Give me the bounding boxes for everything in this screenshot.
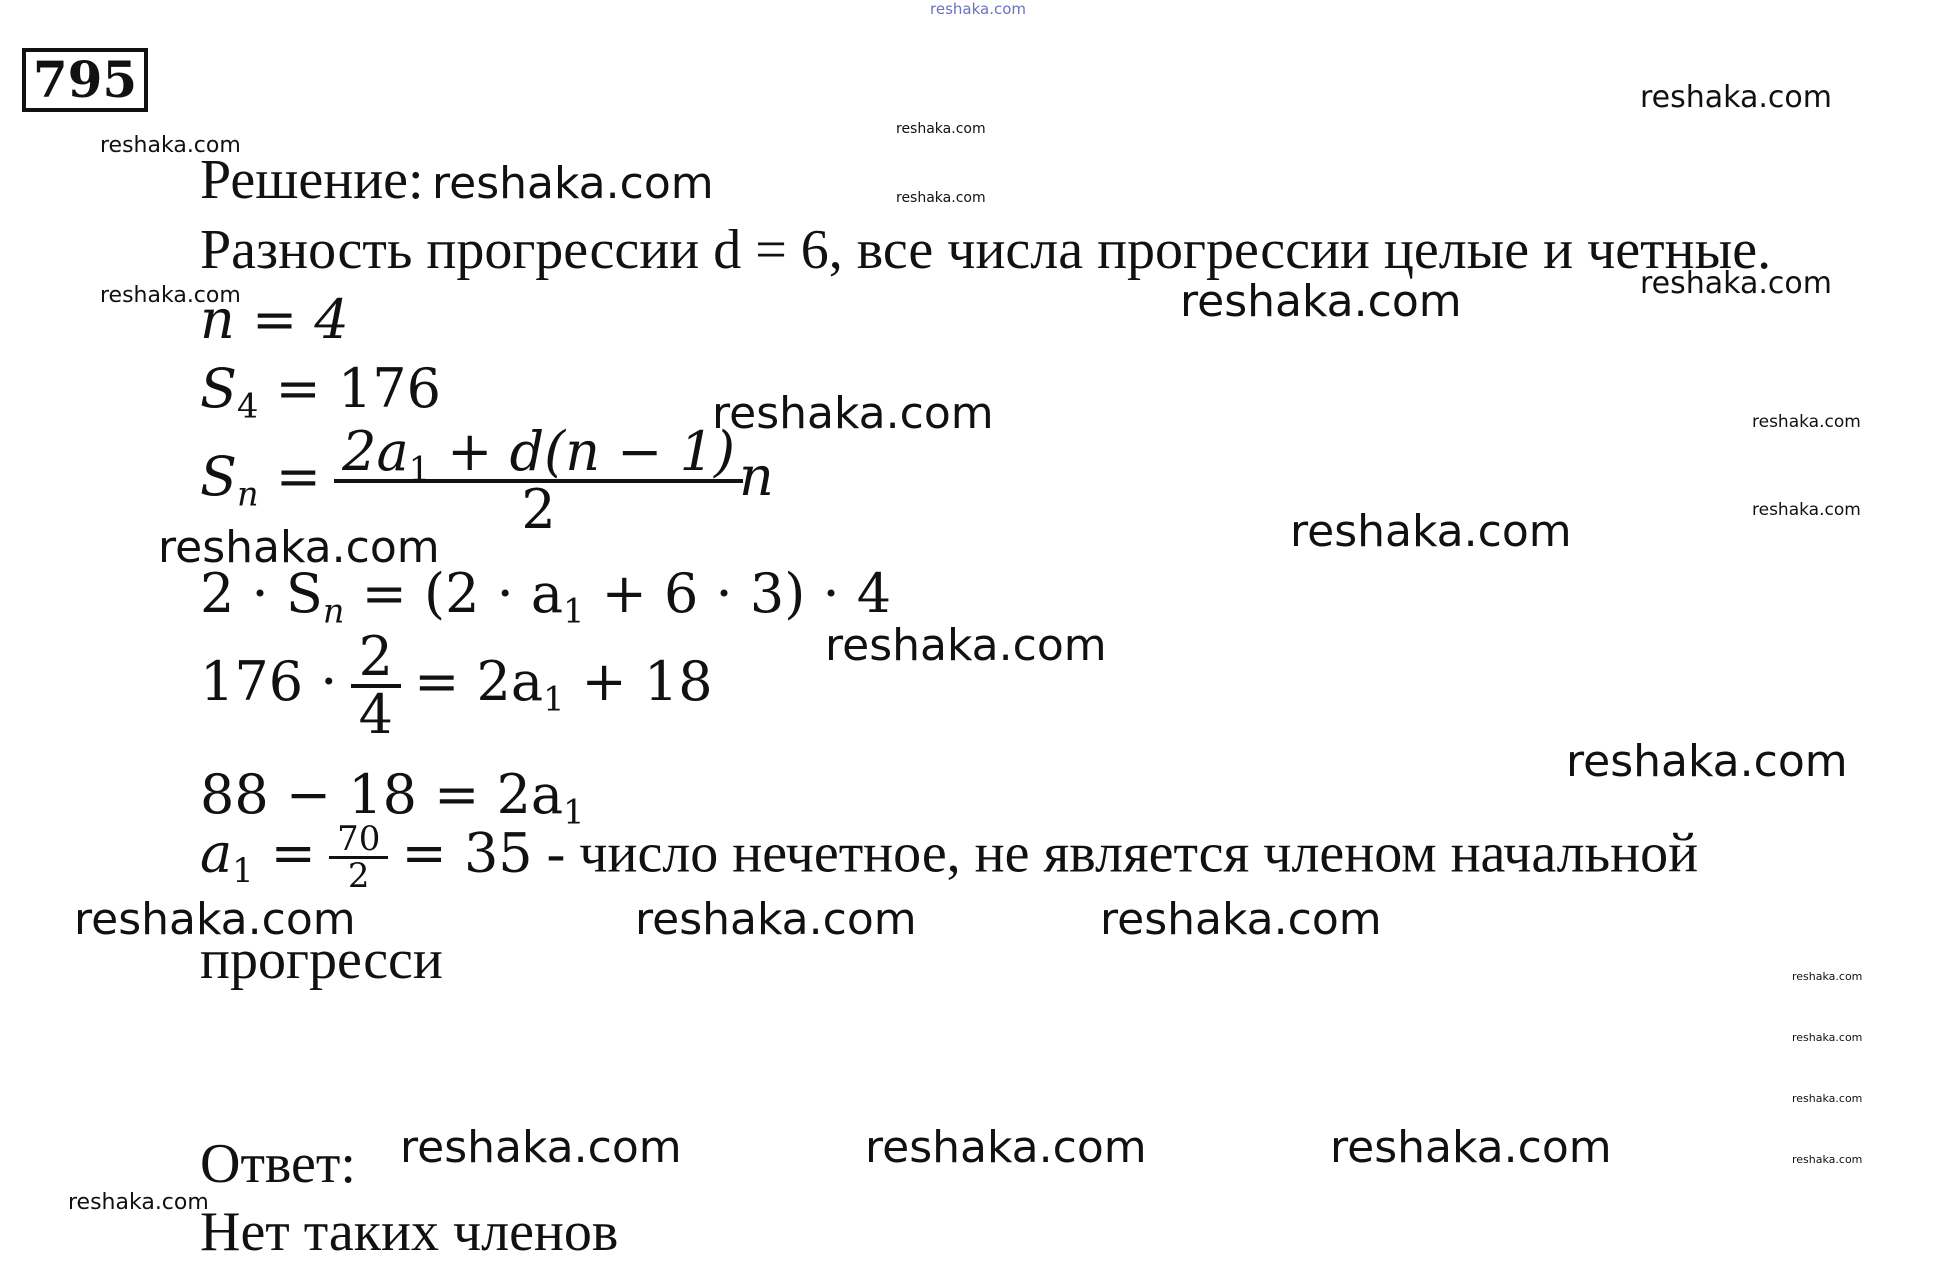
solution-line-continuation: прогресси bbox=[200, 929, 443, 991]
watermark: reshaka.com bbox=[825, 620, 1107, 671]
a1-equals: = bbox=[270, 821, 316, 885]
fraction-den: 4 bbox=[351, 684, 401, 742]
problem-number-box: 795 bbox=[22, 48, 148, 112]
watermark: reshaka.com bbox=[1640, 266, 1832, 301]
sum-tail-n: n bbox=[739, 445, 774, 508]
watermark: reshaka.com bbox=[1792, 1153, 1863, 1166]
a1-value: = 35 bbox=[401, 821, 533, 885]
watermark: reshaka.com bbox=[100, 283, 241, 308]
s4-value: = 176 bbox=[275, 357, 441, 420]
answer-label: Ответ: bbox=[200, 1133, 356, 1195]
watermark: reshaka.com bbox=[74, 894, 356, 945]
solution-line-sum-formula bbox=[200, 420, 774, 541]
watermark: reshaka.com bbox=[1330, 1122, 1612, 1173]
watermark: reshaka.com bbox=[896, 190, 986, 206]
doubled-pre: 2 · S bbox=[200, 562, 323, 625]
solution-line-s4 bbox=[200, 357, 441, 426]
sum-num-a: 2a bbox=[342, 420, 409, 483]
watermark: reshaka.com bbox=[158, 522, 440, 573]
solution-label: Решение: bbox=[200, 149, 424, 211]
sn-subscript: n bbox=[237, 474, 259, 514]
watermark: reshaka.com bbox=[1640, 80, 1832, 115]
watermark: reshaka.com bbox=[1566, 736, 1848, 787]
a1-num: 70 bbox=[337, 819, 381, 859]
s4-symbol: S bbox=[200, 357, 237, 420]
solution-line-difference: Разность прогрессии d = 6, все числа прогрессии целые и четные. bbox=[200, 219, 1772, 281]
subtraction-text: 88 − 18 = 2a bbox=[200, 763, 564, 826]
answer-text: Нет таких членов bbox=[200, 1201, 619, 1263]
watermark: reshaka.com bbox=[865, 1122, 1147, 1173]
fraction-rest: + 18 bbox=[564, 650, 713, 713]
solution-line-doubled bbox=[200, 562, 892, 631]
subtraction-sub: 1 bbox=[563, 792, 585, 832]
fraction-pre: 176 · bbox=[200, 650, 338, 713]
a1-subscript: 1 bbox=[232, 851, 254, 891]
fraction-sub: 1 bbox=[543, 679, 565, 719]
sum-num-rest: + d(n − 1) bbox=[430, 420, 736, 483]
watermark: reshaka.com bbox=[1100, 894, 1382, 945]
site-header-link[interactable]: reshaka.com bbox=[930, 0, 1026, 18]
watermark: reshaka.com bbox=[1752, 412, 1861, 432]
a1-den: 2 bbox=[329, 856, 388, 893]
doubled-sub2: 1 bbox=[563, 591, 585, 631]
sum-denominator: 2 bbox=[334, 479, 743, 537]
watermark: reshaka.com bbox=[68, 1190, 209, 1215]
a1-fraction bbox=[333, 819, 384, 896]
doubled-sub: n bbox=[322, 591, 345, 631]
fraction-mid: = 2a bbox=[414, 650, 544, 713]
a1-symbol: a bbox=[200, 821, 233, 885]
fraction-num: 2 bbox=[358, 625, 393, 688]
solution-line-subtraction bbox=[200, 763, 585, 832]
watermark: reshaka.com bbox=[1752, 500, 1861, 520]
doubled-mid: = (2 · a bbox=[344, 562, 564, 625]
solution-line-n: n = 4 bbox=[200, 288, 349, 351]
watermark: reshaka.com bbox=[896, 121, 986, 137]
watermark: reshaka.com bbox=[1792, 970, 1863, 983]
watermark: reshaka.com bbox=[1290, 506, 1572, 557]
sn-symbol: S bbox=[200, 445, 237, 508]
s4-subscript: 4 bbox=[237, 386, 259, 426]
solution-line-fraction bbox=[200, 625, 713, 746]
watermark: reshaka.com bbox=[1180, 276, 1462, 327]
sn-equals: = bbox=[275, 445, 321, 508]
sum-fraction bbox=[338, 420, 739, 541]
watermark: reshaka.com bbox=[1792, 1092, 1863, 1105]
watermark: reshaka.com bbox=[635, 894, 917, 945]
sum-num-sub: 1 bbox=[408, 449, 431, 489]
watermark: reshaka.com bbox=[432, 158, 714, 209]
watermark: reshaka.com bbox=[712, 388, 994, 439]
watermark: reshaka.com bbox=[400, 1122, 682, 1173]
solution-line-a1 bbox=[200, 819, 1699, 896]
a1-comment: - число нечетное, не является членом начальной bbox=[532, 822, 1699, 885]
fraction-2-4 bbox=[355, 625, 397, 746]
watermark: reshaka.com bbox=[100, 133, 241, 158]
watermark: reshaka.com bbox=[1792, 1031, 1863, 1044]
doubled-rest: + 6 · 3) · 4 bbox=[584, 562, 892, 625]
